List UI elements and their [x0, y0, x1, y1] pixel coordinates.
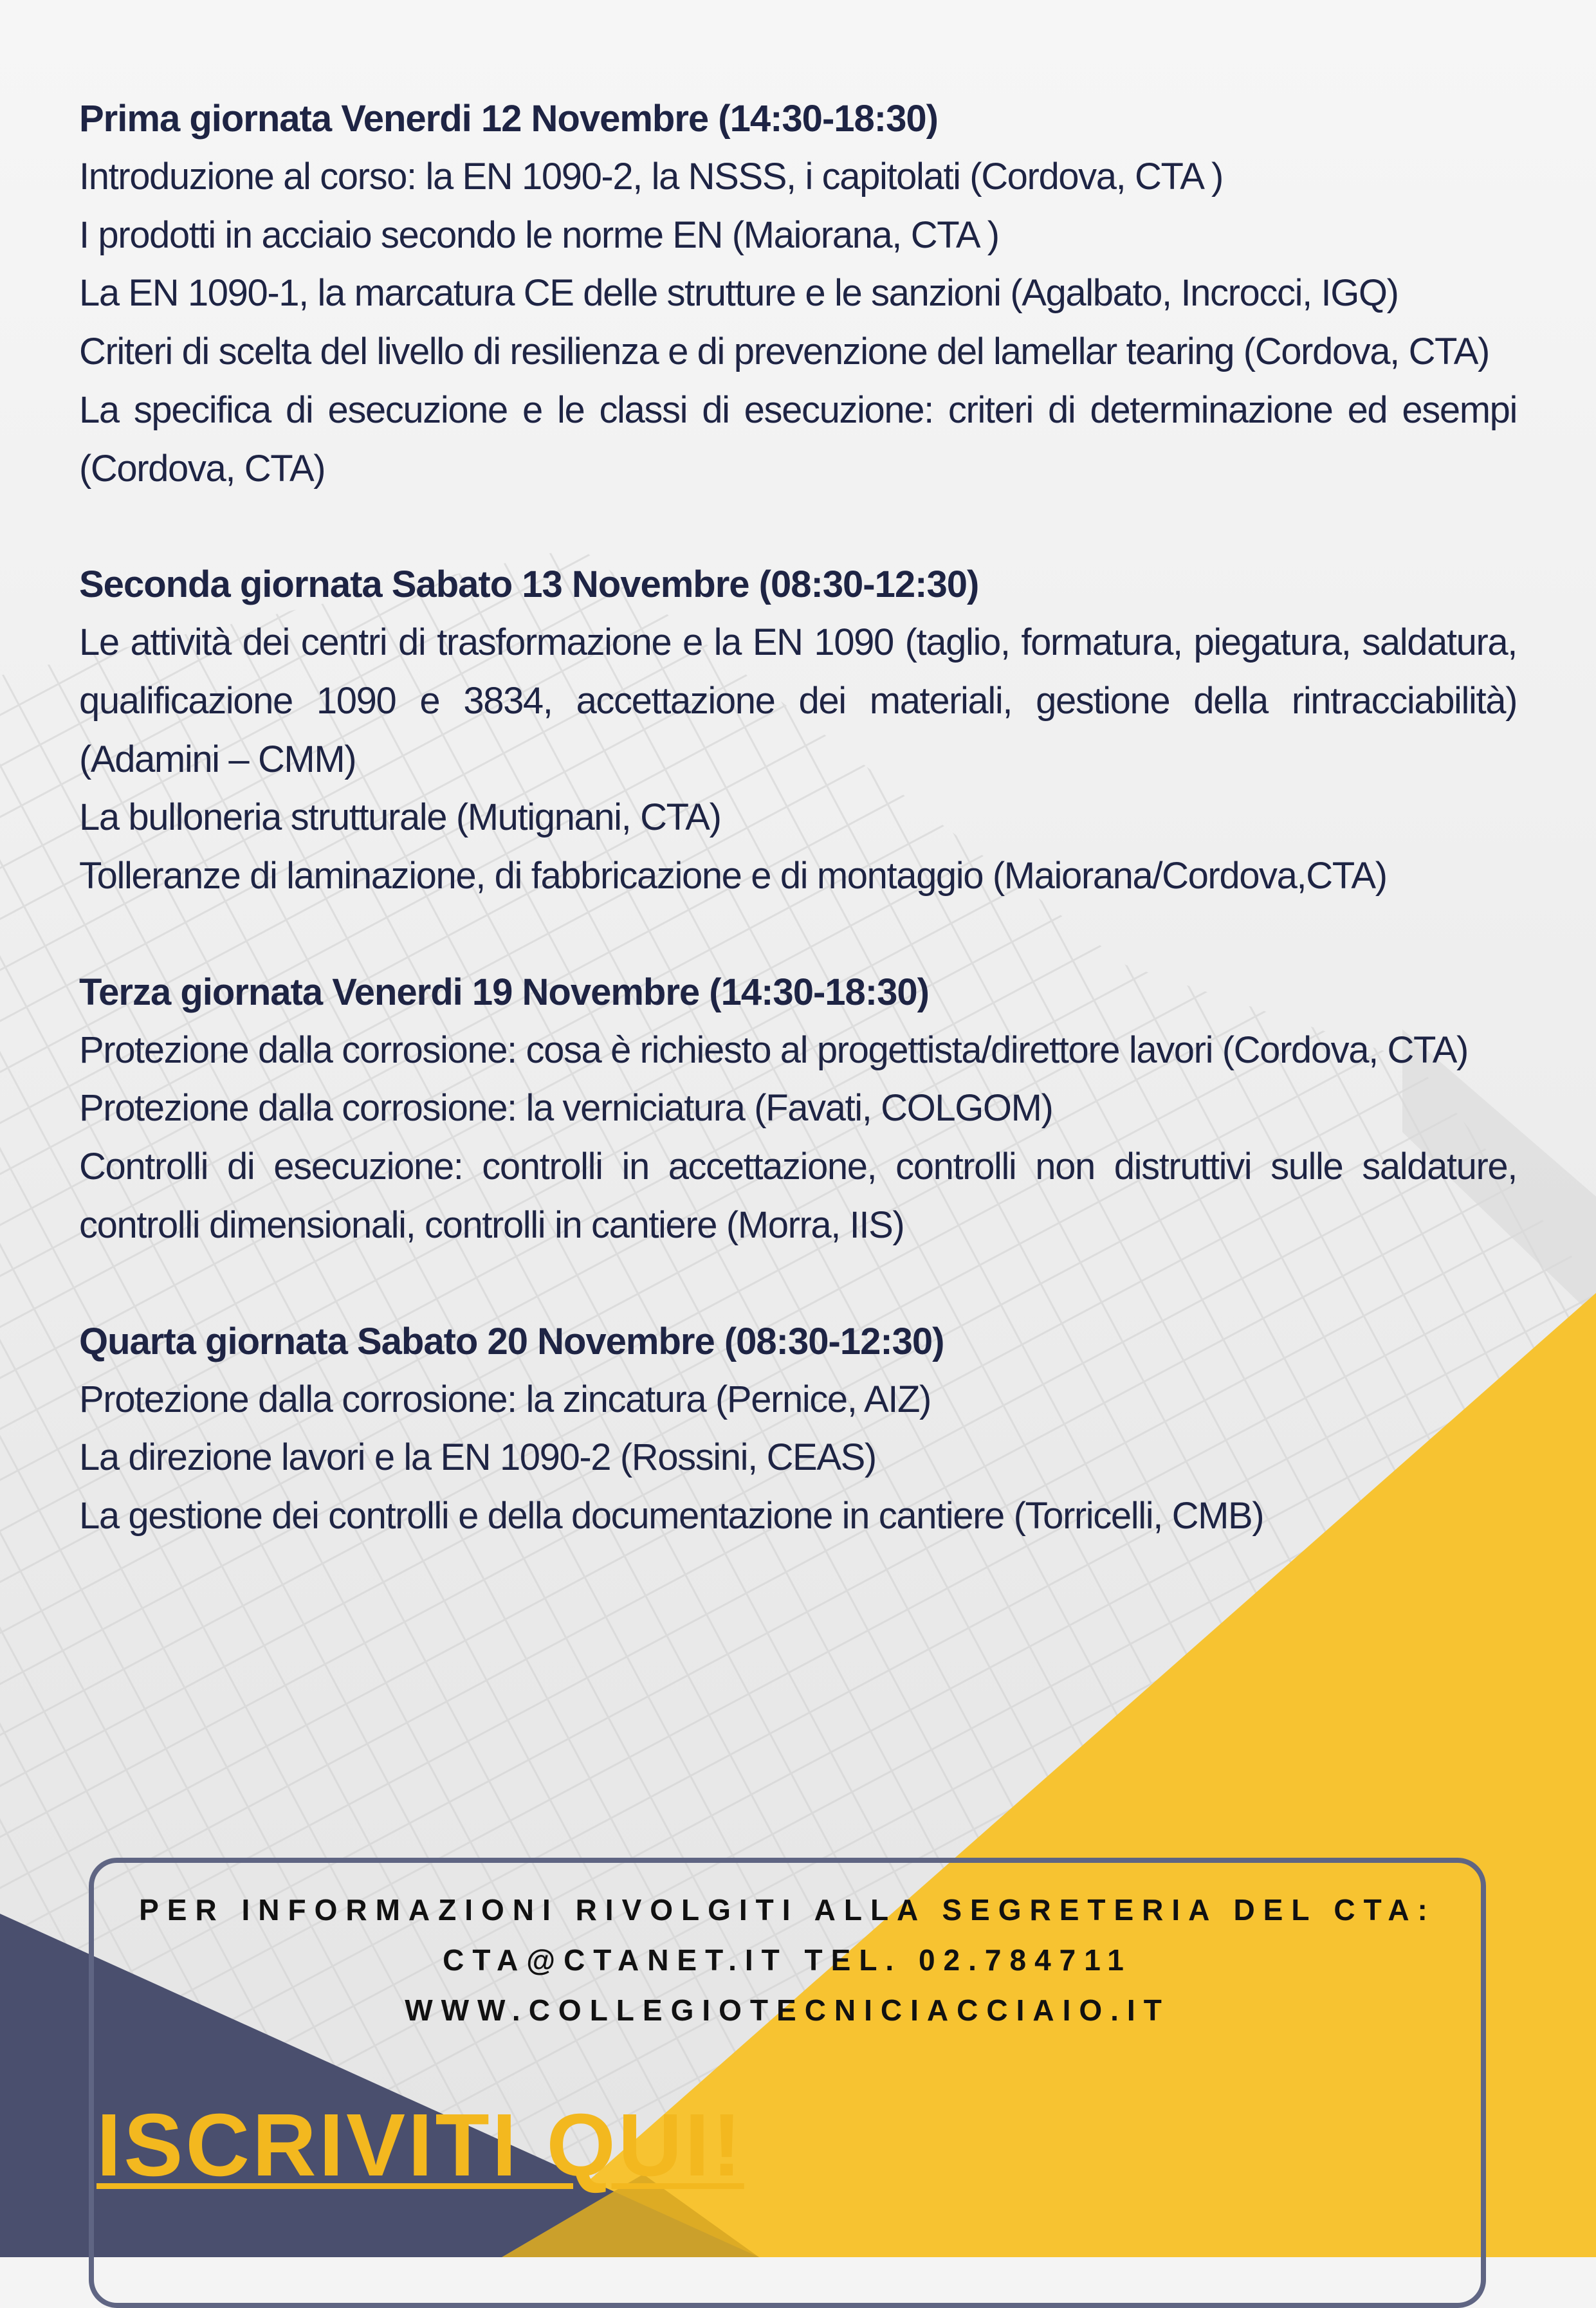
info-line-secretary: PER INFORMAZIONI RIVOLGITI ALLA SEGRETERIA DEL CTA: [139, 1893, 1436, 1927]
session-item: La specifica di esecuzione e le classi di esecuzione: criteri di determinazione ed esempi (Cordova, CTA) [79, 389, 1517, 490]
day-title: Quarta giornata Sabato 20 Novembre (08:30-12:30) [79, 1320, 944, 1362]
info-text [89, 1885, 1486, 2035]
session-item: Introduzione al corso: la EN 1090-2, la NSSS, i capitolati (Cordova, CTA ) [79, 156, 1223, 197]
session-item: I prodotti in acciaio secondo le norme EN (Maiorana, CTA ) [79, 214, 999, 256]
session-item: Le attività dei centri di trasformazione e la EN 1090 (taglio, formatura, piegatura, saldatura, qualificazione 1090 e 3834, accettazione dei materiali, gestione della rintracciabilità) (Adamini – CMM) [79, 621, 1517, 780]
session-item: Criteri di scelta del livello di resilienza e di prevenzione del lamellar tearing (Cordova, CTA) [79, 331, 1489, 373]
day-title: Prima giornata Venerdi 12 Novembre (14:30-18:30) [79, 98, 938, 140]
day-3 [79, 964, 1517, 1255]
info-line-website[interactable]: WWW.COLLEGIOTECNICIACCIAIO.IT [405, 1993, 1170, 2027]
day-title: Terza giornata Venerdi 19 Novembre (14:30-18:30) [79, 971, 929, 1013]
session-item: Protezione dalla corrosione: la zincatura (Pernice, AIZ) [79, 1378, 931, 1420]
session-item: La gestione dei controlli e della documentazione in cantiere (Torricelli, CMB) [79, 1494, 1264, 1537]
session-item: Controlli di esecuzione: controlli in accettazione, controlli non distruttivi sulle saldature, controlli dimensionali, controlli in cantiere (Morra, IIS) [79, 1146, 1517, 1246]
session-item: La EN 1090-1, la marcatura CE delle strutture e le sanzioni (Agalbato, Incrocci, IGQ) [79, 272, 1399, 315]
session-item: Protezione dalla corrosione: la verniciatura (Favati, COLGOM) [79, 1087, 1053, 1130]
day-title: Seconda giornata Sabato 13 Novembre (08:30-12:30) [79, 563, 979, 606]
info-line-contacts[interactable]: CTA@CTANET.IT TEL. 02.784711 [443, 1943, 1132, 1977]
session-item: Tolleranze di laminazione, di fabbricazione e di montaggio (Maiorana/Cordova,CTA) [79, 855, 1387, 897]
program-content [79, 90, 1517, 1604]
session-item: Protezione dalla corrosione: cosa è richiesto al progettista/direttore lavori (Cordova, CTA) [79, 1029, 1468, 1071]
day-1 [79, 90, 1517, 498]
day-4 [79, 1313, 1517, 1546]
session-item: La bulloneria strutturale (Mutignani, CTA) [79, 796, 721, 839]
session-item: La direzione lavori e la EN 1090-2 (Rossini, CEAS) [79, 1436, 876, 1479]
register-link[interactable]: ISCRIVITI QUI! [96, 2096, 744, 2195]
day-2 [79, 556, 1517, 906]
